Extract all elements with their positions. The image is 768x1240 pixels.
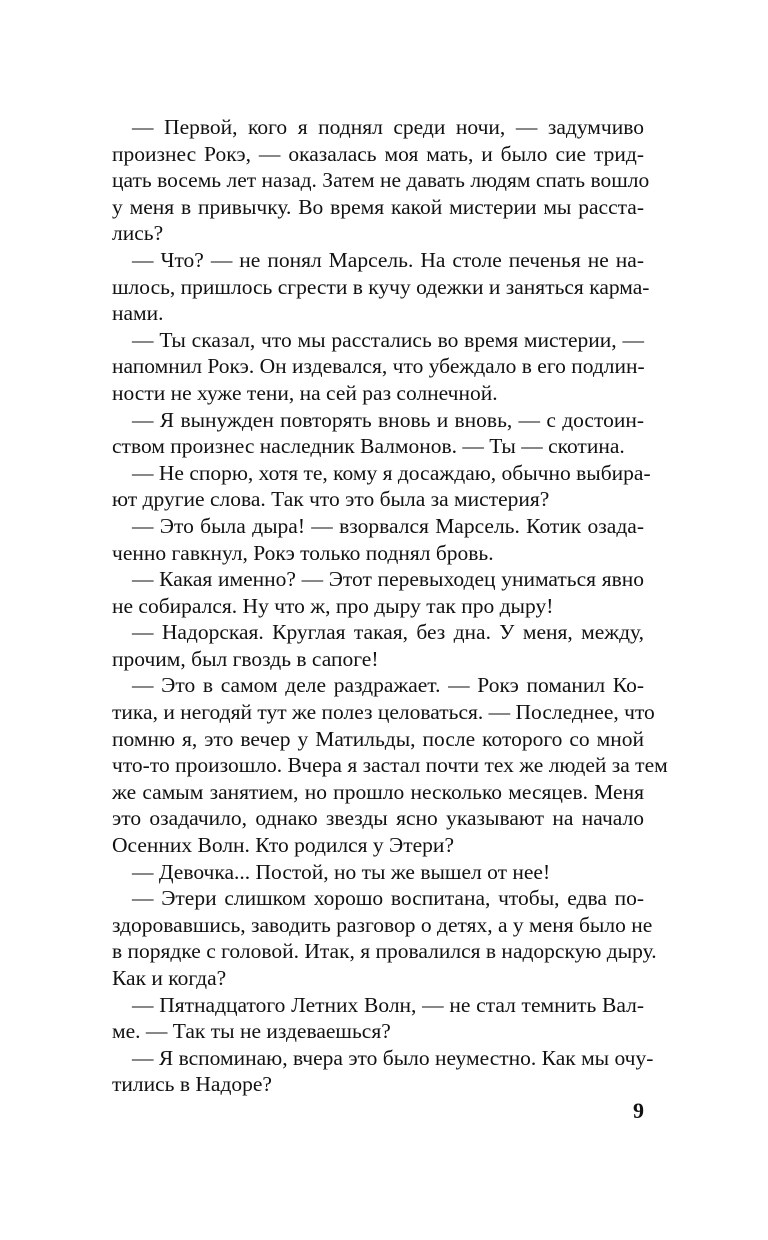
text-line: произнес Рокэ, — оказалась моя мать, и было сие трид- xyxy=(112,141,644,166)
text-line: — Какая именно? — Этот перевыходец униматься явно xyxy=(132,567,644,592)
text-line: лись? xyxy=(112,221,164,246)
text-line: ченно гавкнул, Рокэ только поднял бровь. xyxy=(112,540,494,565)
text-line: это озадачило, однако звезды ясно указывают на начало xyxy=(112,806,644,831)
text-line: — Не спорю, хотя те, кому я досаждаю, обычно выбира- xyxy=(132,460,651,485)
text-line: тика, и негодяй тут же полез целоваться. — Последнее, что xyxy=(112,700,655,725)
text-line: — Надорская. Круглая такая, без дна. У меня, между, xyxy=(132,620,644,645)
text-line: цать восемь лет назад. Затем не давать людям спать вошло xyxy=(112,168,650,193)
body-text xyxy=(112,114,668,1098)
text-line: — Я вынужден повторять вновь и вновь, — с достоин- xyxy=(132,407,644,432)
text-line: ют другие слова. Так что это была за мистерия? xyxy=(112,487,550,512)
text-line: здоровавшись, заводить разговор о детях, а у меня было не xyxy=(112,912,653,937)
text-line: у меня в привычку. Во время какой мистерии мы расста- xyxy=(112,194,644,219)
text-line: — Я вспоминаю, вчера это было неуместно. Как мы очу- xyxy=(132,1045,654,1070)
text-line: — Это была дыра! — взорвался Марсель. Котик озада- xyxy=(132,513,644,538)
text-line: — Пятнадцатого Летних Волн, — не стал темнить Вал- xyxy=(132,992,644,1017)
text-line: — Этери слишком хорошо воспитана, чтобы, едва по- xyxy=(132,886,644,911)
text-line: что-то произошло. Вчера я застал почти тех же людей за тем xyxy=(112,753,668,778)
text-line: не собирался. Ну что ж, про дыру так про дыру! xyxy=(112,593,554,618)
page-number: 9 xyxy=(633,1098,644,1123)
text-line: — Первой, кого я поднял среди ночи, — задумчиво xyxy=(132,115,644,139)
text-line: в порядке с головой. Итак, я провалился в надорскую дыру. xyxy=(112,939,657,964)
text-line: — Девочка... Постой, но ты же вышел от нее! xyxy=(132,859,551,884)
text-line: ности не хуже тени, на сей раз солнечной. xyxy=(112,380,498,405)
text-line: — Это в самом деле раздражает. — Рокэ поманил Ко- xyxy=(132,673,644,698)
text-line: напомнил Рокэ. Он издевался, что убеждало в его подлин- xyxy=(112,354,645,379)
text-line: шлось, пришлось сгрести в кучу одежки и заняться карма- xyxy=(112,274,650,299)
text-line: тились в Надоре? xyxy=(112,1072,272,1097)
text-line: Осенних Волн. Кто родился у Этери? xyxy=(112,833,454,858)
text-line: Как и когда? xyxy=(112,966,227,990)
text-line: нами. xyxy=(112,301,164,326)
text-line: — Что? — не понял Марсель. На столе печенья не на- xyxy=(132,247,644,272)
text-line: помню я, это вечер у Матильды, после которого со мной xyxy=(112,726,644,751)
text-line: ме. — Так ты не издеваешься? xyxy=(112,1019,391,1044)
text-line: — Ты сказал, что мы расстались во время мистерии, — xyxy=(132,327,644,352)
text-line: ством произнес наследник Валмонов. — Ты — скотина. xyxy=(112,434,625,459)
text-line: прочим, был гвоздь в сапоге! xyxy=(112,646,379,671)
text-line: же самым занятием, но прошло несколько месяцев. Меня xyxy=(112,779,644,804)
